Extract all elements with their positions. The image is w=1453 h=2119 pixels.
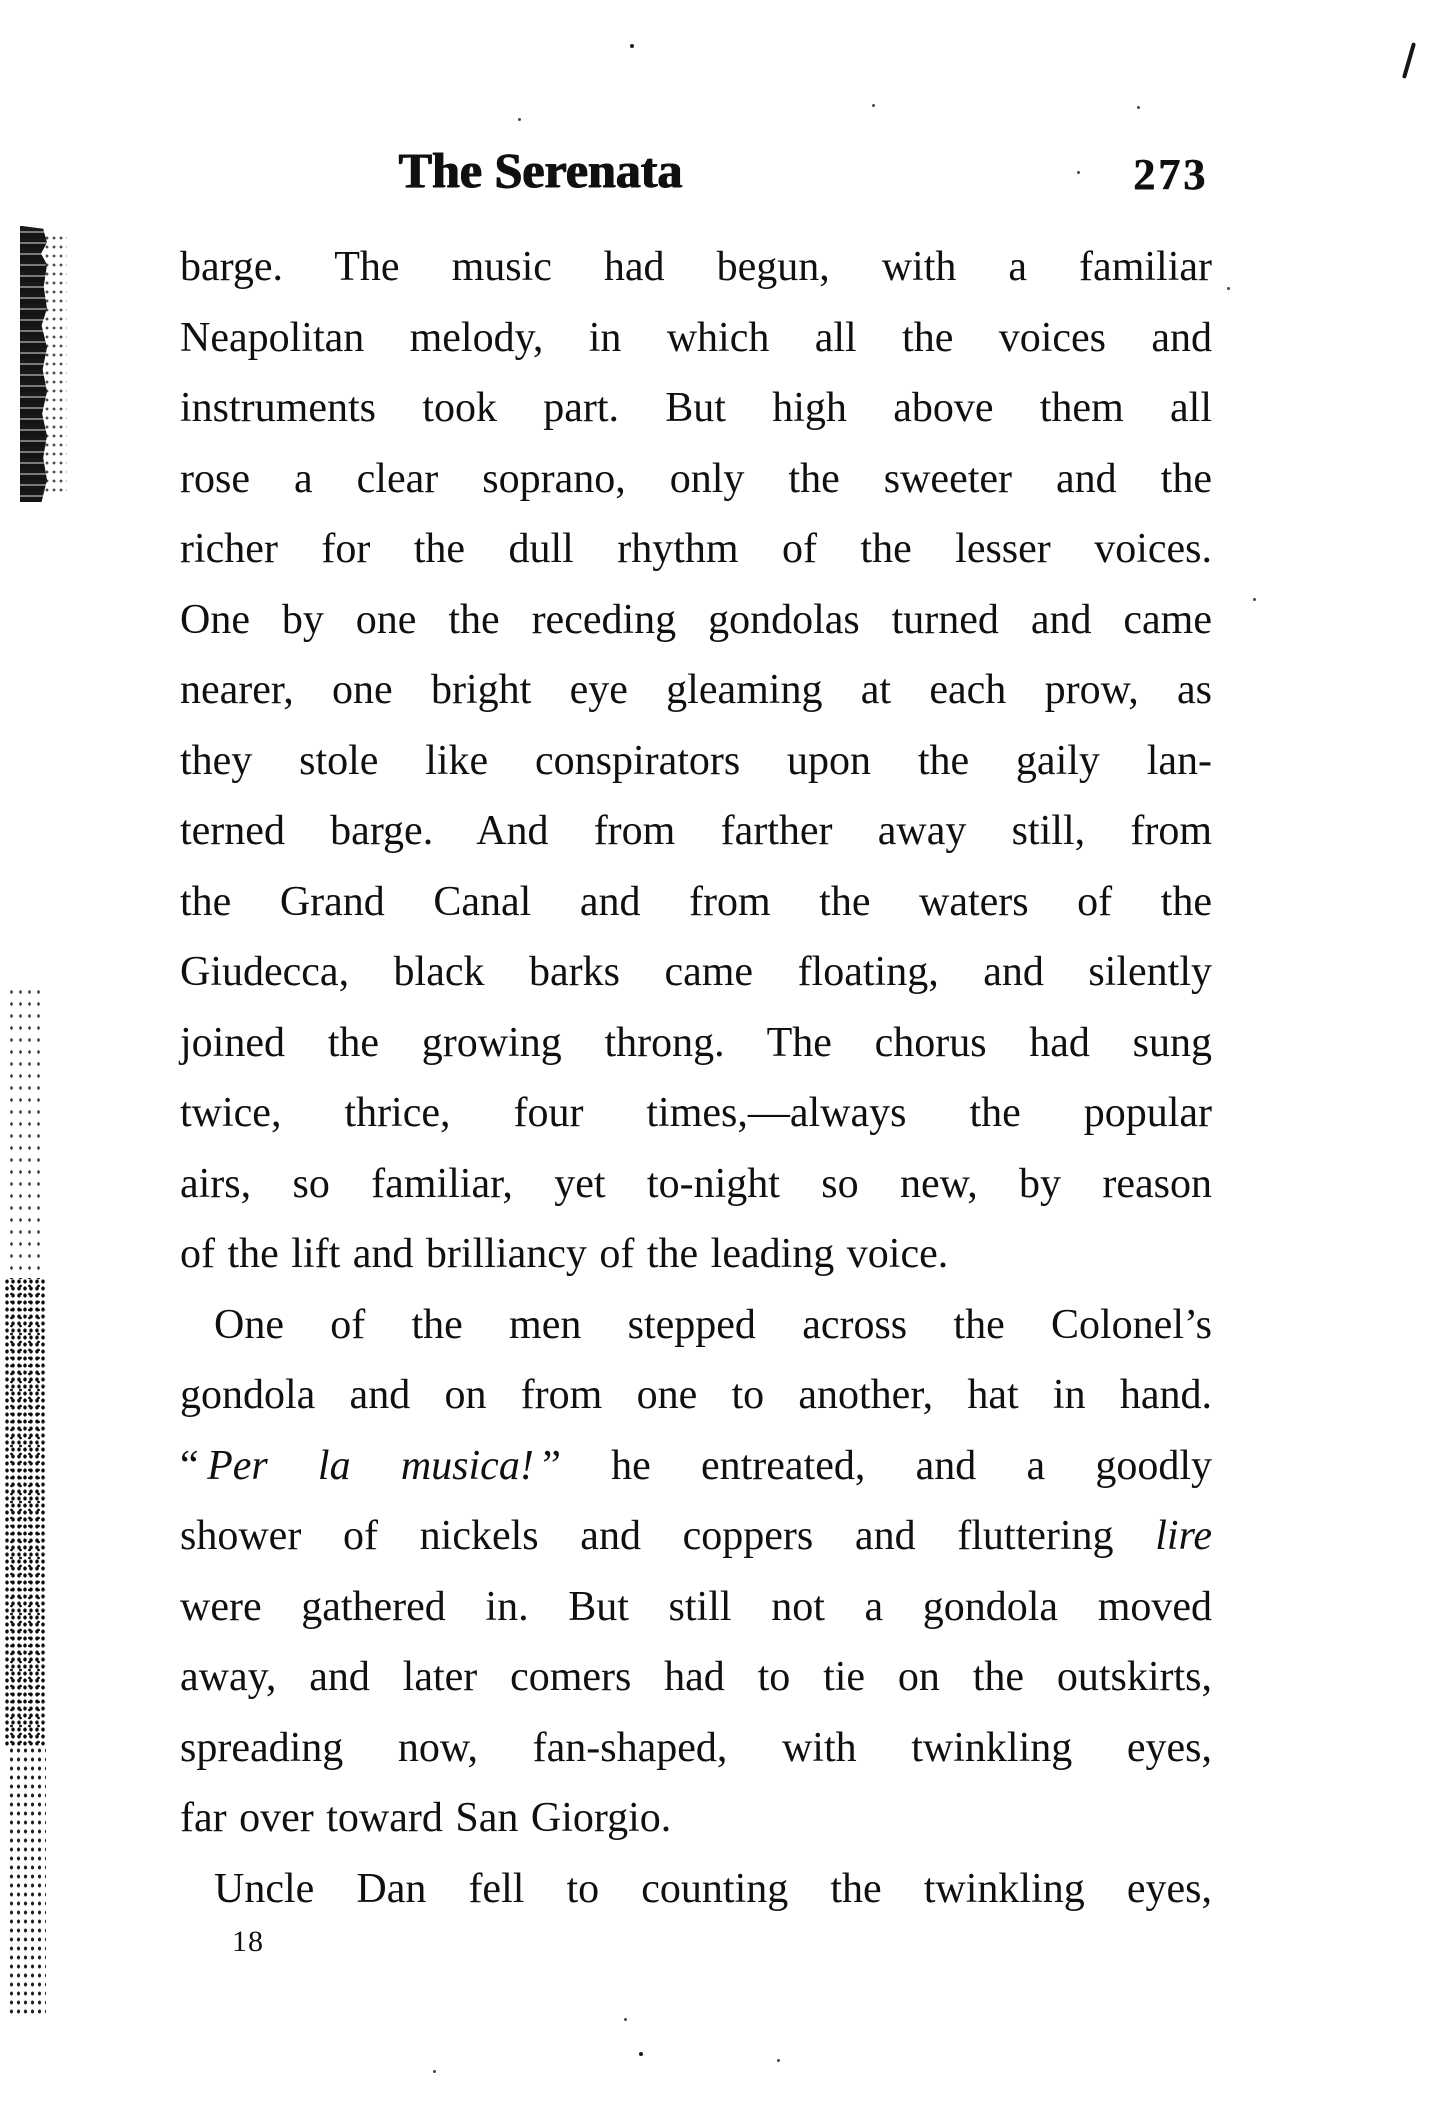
text-line	[180, 867, 1212, 938]
text-segment: twice, thrice, four times,—always the popular	[180, 1090, 1212, 1136]
italic-phrase: Per la musica!	[207, 1442, 534, 1489]
text-segment: Uncle Dan fell to counting the twinkling eyes,	[214, 1865, 1212, 1912]
text-line	[180, 585, 1212, 656]
text-line	[180, 1501, 1212, 1572]
text-line	[180, 373, 1212, 444]
signature-mark: 18	[232, 1925, 264, 1958]
text-line	[180, 1360, 1212, 1431]
text-segment: richer for the dull rhythm of the lesser voices.	[180, 526, 1212, 572]
scan-dot	[872, 104, 875, 107]
text-segment: terned barge. And from farther away still, from	[180, 808, 1212, 854]
text-line	[180, 1219, 1212, 1290]
text-line	[180, 1078, 1212, 1149]
text-line	[180, 1290, 1212, 1361]
text-segment: they stole like conspirators upon the gaily lan-	[180, 737, 1212, 784]
scan-slash-mark	[1402, 42, 1416, 79]
scan-dot	[630, 44, 634, 48]
text-segment: airs, so familiar, yet to-night so new, by reason	[180, 1160, 1212, 1207]
scan-dot	[624, 2018, 627, 2021]
text-line	[180, 1642, 1212, 1713]
text-segment: were gathered in. But still not a gondola moved	[180, 1583, 1212, 1630]
text-line	[180, 514, 1212, 585]
scan-streak-left-top	[20, 226, 47, 502]
text-segment: shower of nickels and coppers and fluttering	[180, 1513, 1156, 1559]
scan-speckle-left-lower	[8, 1746, 46, 2014]
scan-dot	[518, 118, 521, 121]
scan-speckle-left-upper	[7, 986, 43, 1278]
text-segment: the Grand Canal and from the waters of the	[180, 878, 1212, 925]
text-segment: instruments took part. But high above them all	[180, 385, 1212, 431]
text-segment: ” he entreated, and a goodly	[533, 1442, 1212, 1489]
italic-phrase: lire	[1155, 1513, 1212, 1559]
text-segment: spreading now, fan-shaped, with twinkling eyes,	[180, 1724, 1212, 1771]
text-line	[180, 937, 1212, 1008]
text-segment: gondola and on from one to another, hat in hand.	[180, 1372, 1212, 1418]
scan-dot	[433, 2070, 436, 2073]
scan-dot	[1077, 171, 1080, 174]
scan-dot	[639, 2052, 643, 2056]
running-head-title: The Serenata	[398, 142, 682, 198]
text-segment: One of the men stepped across the Colonel’s	[214, 1301, 1212, 1348]
text-line	[180, 655, 1212, 726]
text-line	[180, 1854, 1212, 1925]
text-line	[180, 1713, 1212, 1784]
text-line	[180, 1008, 1212, 1079]
scan-speckle-left-middle	[4, 1278, 45, 1746]
text-line	[180, 726, 1212, 797]
scan-streak-left-top-fringe	[45, 236, 67, 494]
page-body-text	[180, 232, 1212, 1924]
text-segment: Giudecca, black barks came floating, and silently	[180, 949, 1212, 995]
text-segment: of the lift and brilliancy of the leading voice.	[180, 1231, 949, 1277]
text-line	[180, 1783, 1212, 1854]
scan-dot	[1227, 287, 1230, 290]
text-line	[180, 1431, 1212, 1502]
text-segment: “	[180, 1442, 208, 1489]
text-segment: away, and later comers had to tie on the outskirts,	[180, 1654, 1212, 1700]
scan-dot	[1253, 598, 1256, 601]
text-segment: barge. The music had begun, with a familiar	[180, 244, 1212, 290]
scan-dot	[777, 2059, 780, 2062]
text-segment: Neapolitan melody, in which all the voices and	[180, 314, 1212, 361]
text-segment: One by one the receding gondolas turned and came	[180, 596, 1212, 643]
text-line	[180, 1149, 1212, 1220]
text-line	[180, 796, 1212, 867]
text-segment: nearer, one bright eye gleaming at each prow, as	[180, 667, 1212, 713]
text-line	[180, 303, 1212, 374]
text-line	[180, 1572, 1212, 1643]
text-segment: rose a clear soprano, only the sweeter and the	[180, 455, 1212, 502]
text-line	[180, 232, 1212, 303]
scan-dot	[1137, 106, 1140, 109]
text-segment: far over toward San Giorgio.	[180, 1795, 672, 1841]
text-segment: joined the growing throng. The chorus had sung	[180, 1019, 1212, 1066]
text-line	[180, 444, 1212, 515]
page-number: 273	[1133, 150, 1208, 199]
